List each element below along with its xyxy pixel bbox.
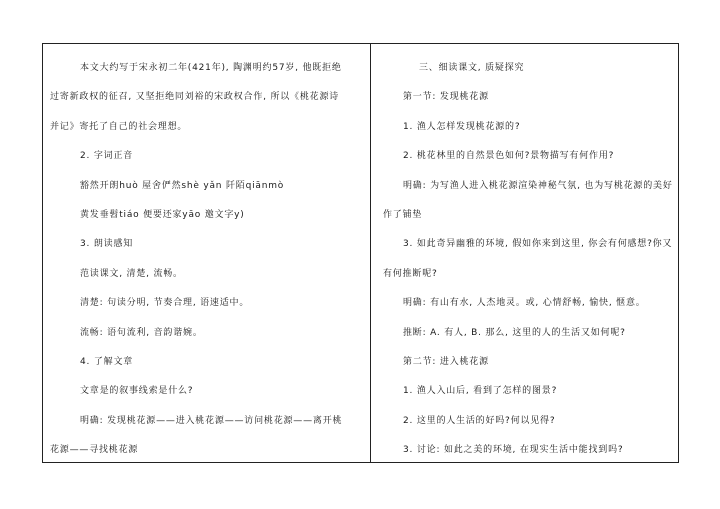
section-heading: 4. 了解文章 [80, 356, 134, 367]
column-divider [370, 43, 371, 463]
section-heading: 2. 字词正音 [80, 151, 134, 162]
answer-line: 花源——寻找桃花源 [50, 445, 139, 456]
answer-line: 作了铺垫 [383, 209, 423, 220]
section-heading: 第二节: 进入桃花源 [403, 356, 489, 367]
section-heading: 三、细读课文, 质疑探究 [419, 63, 525, 73]
answer-line: 明确: 有山有水, 人杰地灵。或, 心情舒畅, 愉快, 惬意。 [403, 298, 646, 309]
question-line: 文章是的叙事线索是什么? [80, 386, 194, 397]
answer-line: 明确: 发现桃花源——进入桃花源——访问桃花源——离开桃 [80, 415, 343, 426]
section-heading: 第一节: 发现桃花源 [403, 92, 489, 103]
paragraph-line: 范读课文, 清楚, 流畅。 [80, 268, 183, 279]
question-line: 有何推断呢? [383, 268, 438, 279]
question-line: 2. 桃花林里的自然景色如何?景物描写有何作用? [403, 151, 615, 162]
paragraph-line: 本文大约写于宋永初二年(421年), 陶渊明约57岁, 他既拒绝 [80, 63, 342, 73]
pronunciation-line: 黄发垂髫tiáo 便要还家yāo 邀文字y) [80, 209, 245, 220]
section-heading: 3. 朗读感知 [80, 239, 134, 250]
question-line: 2. 这里的人生活的好吗?何以见得? [403, 415, 556, 426]
question-line: 1. 渔人怎样发现桃花源的? [403, 121, 521, 132]
pronunciation-line: 豁然开朗huò 屋舍俨然shè yǎn 阡陌qiānmò [80, 180, 285, 191]
paragraph-line: 并记》寄托了自己的社会理想。 [50, 121, 188, 132]
question-line: 1. 渔人入山后, 看到了怎样的图景? [403, 386, 558, 397]
paragraph-line: 流畅: 语句流利, 音韵谐婉。 [80, 327, 203, 338]
question-line: 3. 讨论: 如此之美的环境, 在现实生活中能找到吗? [403, 445, 624, 456]
left-column [50, 62, 356, 473]
paragraph-line: 过寄新政权的征召, 又坚拒绝同刘裕的宋政权合作, 所以《桃花源诗 [50, 92, 340, 103]
answer-line: 明确: 为写渔人进入桃花源渲染神秘气氛, 也为写桃花源的美好 [403, 180, 673, 191]
paragraph-line: 清楚: 句读分明, 节奏合理, 语速适中。 [80, 298, 250, 309]
question-line: 3. 如此奇异幽雅的环境, 假如你来到这里, 你会有何感想?你又 [403, 239, 673, 250]
right-column [383, 62, 675, 473]
answer-line: 推断: A. 有人, B. 那么, 这里的人的生活又如何呢? [403, 327, 626, 338]
